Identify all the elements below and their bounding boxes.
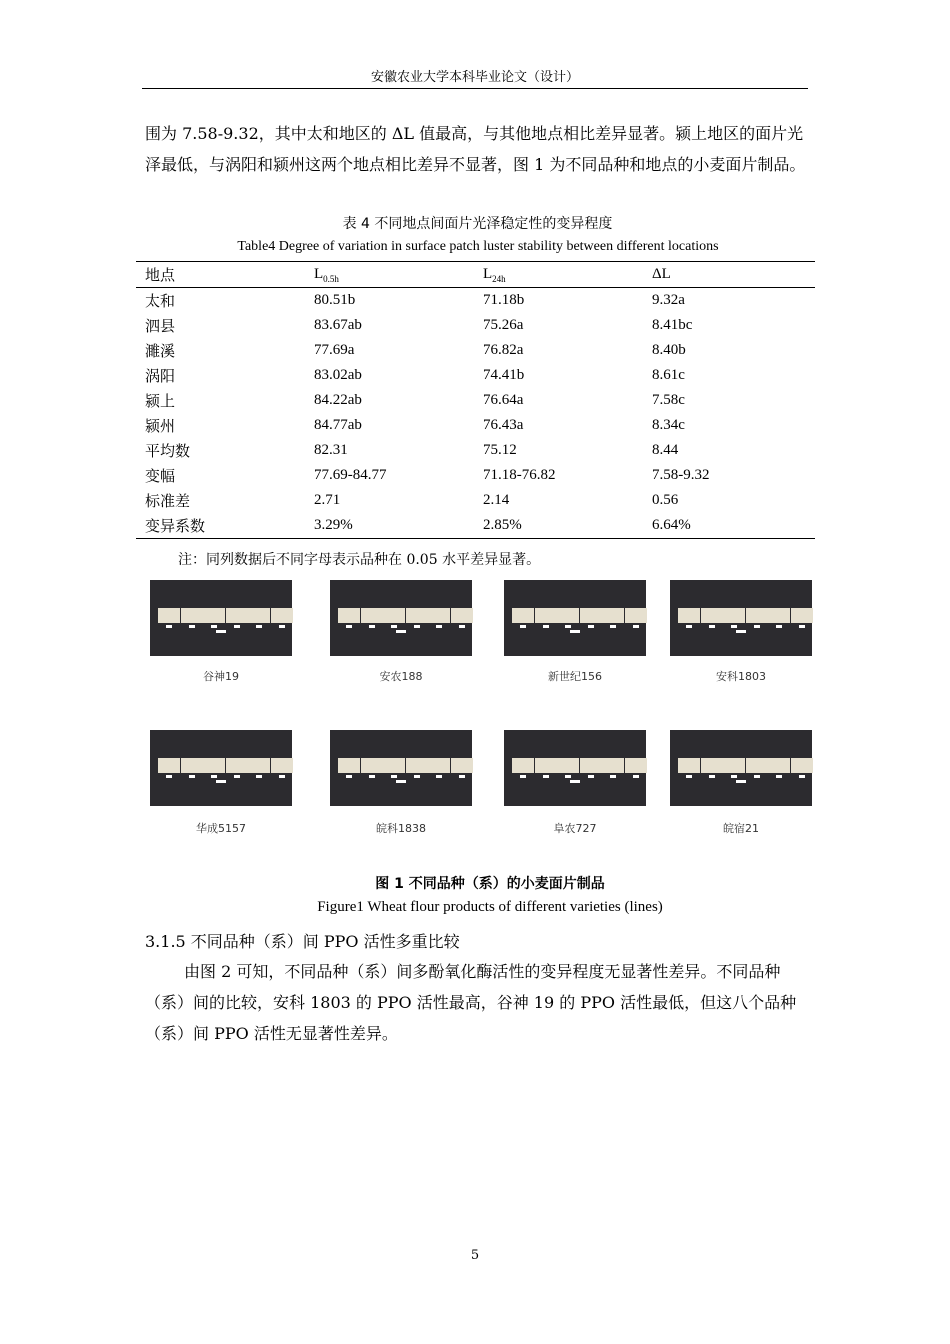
flour-sheet-sample: [158, 608, 180, 623]
sample-tag: [234, 775, 240, 778]
table-title-cn: 表 4 不同地点间面片光泽稳定性的变异程度: [342, 216, 613, 232]
flour-sheet-sample: [226, 758, 248, 773]
table-cell: 75.26a: [483, 317, 524, 333]
table-cell: 泗县: [145, 319, 176, 335]
figure-title-cn: 图 1 不同品种（系）的小麦面片制品: [375, 876, 605, 892]
table-cell: 83.67ab: [314, 317, 362, 333]
flour-sheet-sample: [602, 758, 624, 773]
table-cell: 76.64a: [483, 392, 524, 408]
table-cell: 84.22ab: [314, 392, 362, 408]
table-cell: 8.34c: [652, 417, 685, 433]
header-delta-l: ΔL: [652, 266, 671, 282]
sample-tag: [211, 625, 217, 628]
sample-tag: [436, 625, 442, 628]
sample-tag: [709, 775, 715, 778]
sample-tag: [520, 625, 526, 628]
flour-sheet-sample: [535, 758, 557, 773]
wheat-sheet-photo: [150, 580, 292, 656]
table-cell: 太和: [145, 294, 176, 310]
sample-tag: [686, 625, 692, 628]
table-row: [136, 438, 815, 463]
wheat-sheet-photo: [504, 730, 646, 806]
table-cell: 7.58-9.32: [652, 467, 710, 483]
table-cell: 8.61c: [652, 367, 685, 383]
flour-sheet-sample: [746, 758, 768, 773]
flour-sheet-sample: [723, 758, 745, 773]
flour-sheet-sample: [406, 758, 428, 773]
table-cell: 涡阳: [145, 369, 176, 385]
flour-sheet-sample: [625, 608, 647, 623]
sample-tag: [610, 625, 616, 628]
variety-tag: [216, 630, 226, 633]
variety-tag: [570, 630, 580, 633]
flour-sheet-sample: [203, 758, 225, 773]
table-cell: 颍州: [145, 419, 176, 435]
wheat-sheet-photo: [330, 580, 472, 656]
table-row: [136, 388, 815, 413]
sample-tag: [369, 625, 375, 628]
table-cell: 标准差: [145, 494, 191, 510]
figure-title-en: Figure1 Wheat flour products of different varieties (lines): [317, 899, 663, 915]
sample-tag: [588, 625, 594, 628]
table-row: [136, 363, 815, 388]
sample-tag: [166, 775, 172, 778]
sample-tag: [256, 775, 262, 778]
sample-tag: [633, 775, 639, 778]
table-cell: 84.77ab: [314, 417, 362, 433]
sample-tag: [520, 775, 526, 778]
sample-tag: [436, 775, 442, 778]
table-cell: 2.71: [314, 492, 341, 508]
flour-sheet-sample: [428, 758, 450, 773]
flour-sheet-sample: [701, 758, 723, 773]
flour-sheet-sample: [535, 608, 557, 623]
table-cell: 颍上: [145, 394, 176, 410]
sample-tag: [799, 775, 805, 778]
flour-sheet-sample: [428, 608, 450, 623]
flour-sheet-sample: [580, 608, 602, 623]
sample-tag: [459, 775, 465, 778]
table-cell: 变幅: [145, 469, 176, 485]
sample-tag: [799, 625, 805, 628]
luster-table: [136, 261, 815, 539]
sample-tag: [543, 775, 549, 778]
flour-sheet-sample: [768, 608, 790, 623]
flour-sheet-sample: [678, 608, 700, 623]
header-location: 地点: [145, 268, 176, 284]
sample-tag: [391, 775, 397, 778]
paragraph-1: 围为 7.58-9.32，其中太和地区的 ΔL 值最高，与其他地点相比差异显著。颍上地区的面片光泽最低，与涡阳和颍州这两个地点相比差异不显著，图 1 为不同品种和地点的小麦面片制品。: [145, 124, 806, 174]
table-cell: 8.40b: [652, 342, 686, 358]
sample-tag: [731, 775, 737, 778]
flour-sheet-sample: [226, 608, 248, 623]
table-cell: 77.69a: [314, 342, 355, 358]
table-row: [136, 488, 815, 513]
flour-sheet-sample: [271, 758, 293, 773]
table-cell: 濉溪: [145, 344, 176, 360]
table-title-en: Table4 Degree of variation in surface patch luster stability between different locations: [237, 239, 719, 254]
table-cell: 76.43a: [483, 417, 524, 433]
flour-sheet-sample: [678, 758, 700, 773]
table-row: [136, 413, 815, 438]
sample-tag: [369, 775, 375, 778]
photo-caption: 皖科1838: [376, 822, 426, 835]
page-number: 5: [470, 1248, 480, 1263]
flour-sheet-sample: [701, 608, 723, 623]
sample-tag: [776, 775, 782, 778]
variety-tag: [570, 780, 580, 783]
table-cell: 变异系数: [145, 519, 206, 535]
sample-tag: [754, 625, 760, 628]
flour-sheet-sample: [451, 758, 473, 773]
table-cell: 82.31: [314, 442, 348, 458]
sample-tag: [709, 625, 715, 628]
variety-tag: [736, 630, 746, 633]
sample-tag: [166, 625, 172, 628]
sample-tag: [588, 775, 594, 778]
table-cell: 74.41b: [483, 367, 525, 383]
section-paragraph: 由图 2 可知，不同品种（系）间多酚氧化酶活性的变异程度无显著性差异。不同品种（系）间的比较，安科 1803 的 PPO 活性最高，谷神 19 的 PPO 活性最低，但这八个品种（系）间 PPO 活性无显著性差异。: [145, 962, 797, 1043]
photo-caption: 谷神19: [203, 670, 239, 683]
wheat-sheet-photo: [670, 580, 812, 656]
photo-caption: 新世纪156: [548, 670, 602, 683]
flour-sheet-sample: [158, 758, 180, 773]
table-header-row: [136, 262, 815, 288]
table-cell: 8.44: [652, 442, 679, 458]
sample-tag: [189, 775, 195, 778]
flour-sheet-sample: [271, 608, 293, 623]
flour-sheet-sample: [512, 758, 534, 773]
table-cell: 80.51b: [314, 292, 356, 308]
sample-tag: [279, 775, 285, 778]
flour-sheet-sample: [625, 758, 647, 773]
sample-tag: [543, 625, 549, 628]
sample-tag: [565, 625, 571, 628]
flour-sheet-sample: [746, 608, 768, 623]
flour-sheet-sample: [557, 758, 579, 773]
flour-sheet-sample: [580, 758, 602, 773]
photo-caption: 安科1803: [716, 670, 766, 683]
table-cell: 9.32a: [652, 292, 685, 308]
sample-tag: [414, 775, 420, 778]
variety-tag: [216, 780, 226, 783]
sample-tag: [633, 625, 639, 628]
sample-tag: [256, 625, 262, 628]
flour-sheet-sample: [248, 608, 270, 623]
wheat-sheet-photo: [504, 580, 646, 656]
sample-tag: [279, 625, 285, 628]
flour-sheet-sample: [338, 608, 360, 623]
table-row: [136, 313, 815, 338]
flour-sheet-sample: [361, 608, 383, 623]
table-cell: 83.02ab: [314, 367, 362, 383]
header-rule: [142, 88, 808, 89]
flour-sheet-sample: [383, 608, 405, 623]
flour-sheet-sample: [203, 608, 225, 623]
flour-sheet-sample: [723, 608, 745, 623]
sample-tag: [731, 625, 737, 628]
photo-caption: 阜农727: [553, 822, 597, 835]
flour-sheet-sample: [602, 608, 624, 623]
sample-tag: [686, 775, 692, 778]
flour-sheet-sample: [181, 758, 203, 773]
table-row: [136, 463, 815, 488]
sample-tag: [346, 775, 352, 778]
flour-sheet-sample: [791, 758, 813, 773]
sample-tag: [211, 775, 217, 778]
table-cell: 3.29%: [314, 517, 353, 533]
photo-caption: 华成5157: [196, 822, 246, 835]
table-cell: 8.41bc: [652, 317, 693, 333]
header-l24: $L_{24h}$: [483, 265, 506, 284]
sample-tag: [189, 625, 195, 628]
table-row: [136, 513, 815, 539]
sample-tag: [414, 625, 420, 628]
photo-caption: 安农188: [379, 670, 423, 683]
table-note: 注：同列数据后不同字母表示品种在 0.05 水平差异显著。: [178, 552, 541, 568]
table-row: [136, 338, 815, 363]
flour-sheet-sample: [361, 758, 383, 773]
variety-tag: [396, 780, 406, 783]
sample-tag: [565, 775, 571, 778]
table-cell: 0.56: [652, 492, 679, 508]
flour-sheet-sample: [791, 608, 813, 623]
flour-sheet-sample: [383, 758, 405, 773]
table-cell: 71.18b: [483, 292, 525, 308]
table-cell: 平均数: [145, 444, 191, 460]
variety-tag: [736, 780, 746, 783]
sample-tag: [610, 775, 616, 778]
flour-sheet-sample: [557, 608, 579, 623]
table-cell: 6.64%: [652, 517, 691, 533]
table-cell: 71.18-76.82: [483, 467, 556, 483]
variety-tag: [396, 630, 406, 633]
table-cell: 7.58c: [652, 392, 685, 408]
header-l05: $L_{0.5h}$: [314, 265, 339, 284]
table-cell: 2.85%: [483, 517, 522, 533]
wheat-sheet-photo: [670, 730, 812, 806]
section-heading: 3.1.5 不同品种（系）间 PPO 活性多重比较: [145, 932, 460, 951]
sample-tag: [459, 625, 465, 628]
flour-sheet-sample: [768, 758, 790, 773]
wheat-sheet-photo: [150, 730, 292, 806]
table-cell: 2.14: [483, 492, 510, 508]
sample-tag: [346, 625, 352, 628]
table-cell: 76.82a: [483, 342, 524, 358]
flour-sheet-sample: [181, 608, 203, 623]
flour-sheet-sample: [338, 758, 360, 773]
sample-tag: [776, 625, 782, 628]
flour-sheet-sample: [451, 608, 473, 623]
flour-sheet-sample: [248, 758, 270, 773]
page-header: 安徽农业大学本科毕业论文（设计）: [370, 70, 579, 85]
flour-sheet-sample: [512, 608, 534, 623]
photo-caption: 皖宿21: [723, 822, 759, 835]
sample-tag: [754, 775, 760, 778]
table-cell: 77.69-84.77: [314, 467, 387, 483]
wheat-sheet-photo: [330, 730, 472, 806]
sample-tag: [234, 625, 240, 628]
table-row: [136, 288, 815, 314]
sample-tag: [391, 625, 397, 628]
table-cell: 75.12: [483, 442, 517, 458]
flour-sheet-sample: [406, 608, 428, 623]
